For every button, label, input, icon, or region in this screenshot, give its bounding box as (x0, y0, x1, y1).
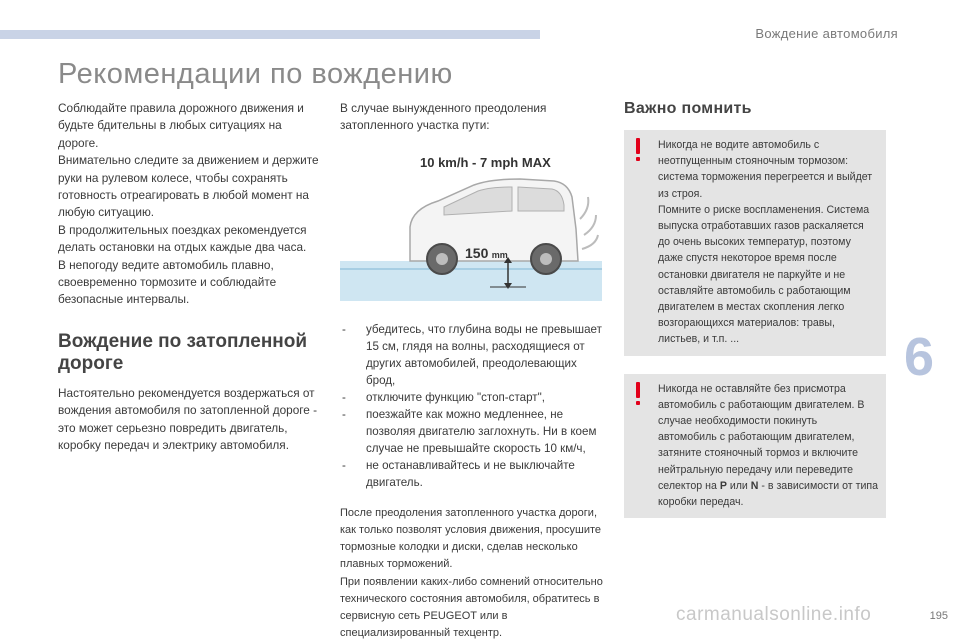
warning-text-part: или (726, 479, 751, 492)
left-column (58, 100, 320, 455)
bullet-dash: - (342, 322, 346, 336)
water-depth-label (465, 245, 508, 261)
list-item (340, 457, 608, 491)
watermark-text: carmanualsonline.info (676, 604, 872, 625)
header-accent-bar (0, 30, 540, 39)
bullet-dash: - (342, 407, 346, 421)
speed-limit-label: 10 km/h - 7 mph MAX (420, 154, 551, 170)
right-column (624, 100, 886, 536)
list-item (340, 389, 608, 406)
spray-line-2 (584, 215, 596, 235)
warning-text-part: Никогда не оставляйте без присмотра автомобиль с работающим двигателем. В случае необходимости покинуть автомобиль с работающим двигателем, затяните стояночный тормоз и включите нейтральную передачу или переведите селектор на (658, 382, 865, 492)
middle-column (340, 100, 608, 640)
gear-p-label: P (719, 479, 727, 492)
after-flooding-text: После преодоления затопленного участка дороги, как только позволят условия движения, просушите тормозные колодки и диски, сделав несколько плавных торможений. При появлении каких-либо сомнений относительно технического состояния автомобиля, обратитесь в сервисную сеть PEUGEOT или в специализированный техцентр. (340, 506, 603, 640)
car-in-water-illustration (340, 149, 602, 301)
warning-text-part: - в зависимости от типа коробки передач. (658, 479, 878, 509)
exclamation-icon (635, 382, 641, 406)
parking-brake-warning-box (624, 130, 886, 356)
list-item (340, 321, 608, 389)
important-heading: Важно помнить (624, 100, 752, 117)
gear-n-label: N (750, 479, 759, 492)
bullet-dash: - (342, 458, 346, 472)
car-rear-hub (540, 253, 552, 265)
water-area (340, 261, 602, 301)
spray-line-3 (582, 235, 598, 249)
list-item-text: убедитесь, что глубина воды не превышает 15 см, глядя на волны, расходящиеся от других автомобилей, преодолевающих брод, (366, 322, 602, 387)
flooded-instructions-list (340, 321, 608, 491)
driving-advice-text: Соблюдайте правила дорожного движения и будьте бдительны в любых ситуациях на дороге. Внимательно следите за движением и держите руки на рулевом колесе, чтобы сохранять готовность отреагировать в любой момент на любую ситуацию. В продолжительных поездках рекомендуется делать остановки на отдых каждые два часа. В непогоду ведите автомобиль плавно, своевременно тормозите и соблюдайте безопасные интервалы. (58, 101, 319, 307)
car-window-rear (518, 187, 564, 211)
flooded-road-diagram (340, 149, 602, 301)
flooded-road-heading: Вождение по затопленной дороге (58, 330, 308, 374)
depth-value: 150 (465, 244, 489, 261)
flooded-intro-text: В случае вынужденного преодоления затопленного участка пути: (340, 101, 547, 133)
page-number: 195 (929, 610, 948, 622)
list-item-text: поезжайте как можно медленнее, не позволяя двигателю заглохнуть. Ни в коем случае не превышайте скорость 10 км/ч, (366, 407, 597, 455)
unattended-engine-warning-box (624, 374, 886, 519)
car-front-hub (436, 253, 448, 265)
page-title: Рекомендации по вождению (58, 58, 453, 90)
chapter-number: 6 (904, 327, 935, 387)
spray-line-1 (580, 197, 588, 219)
depth-unit: mm (491, 249, 508, 260)
bullet-dash: - (342, 390, 346, 404)
flooded-road-text: Настоятельно рекомендуется воздержаться от вождения автомобиля по затопленной дороге - это может серьезно повредить двигатель, коробку передач и электрику автомобиля. (58, 385, 318, 453)
unattended-engine-warning-text (658, 381, 878, 511)
section-header-title: Вождение автомобиля (755, 26, 898, 41)
exclamation-icon (635, 138, 641, 162)
list-item-text: не останавливайтесь и не выключайте двигатель. (366, 458, 575, 489)
list-item (340, 406, 608, 457)
list-item-text: отключите функцию "стоп-старт", (366, 390, 545, 404)
parking-brake-warning-text: Никогда не водите автомобиль с неотпущенным стояночным тормозом: система торможения перегреется и выйдет из строя. Помните о риске воспламенения. Система выпуска отработавших газов раскаляется до очень высоких температур, поэтому даже спустя некоторое время после остановки двигателя не паркуйте и не оставляйте автомобиль с работающим двигателем в местах скопления легко возгорающихся материалов: травы, листьев, и т.п. ... (658, 139, 873, 346)
